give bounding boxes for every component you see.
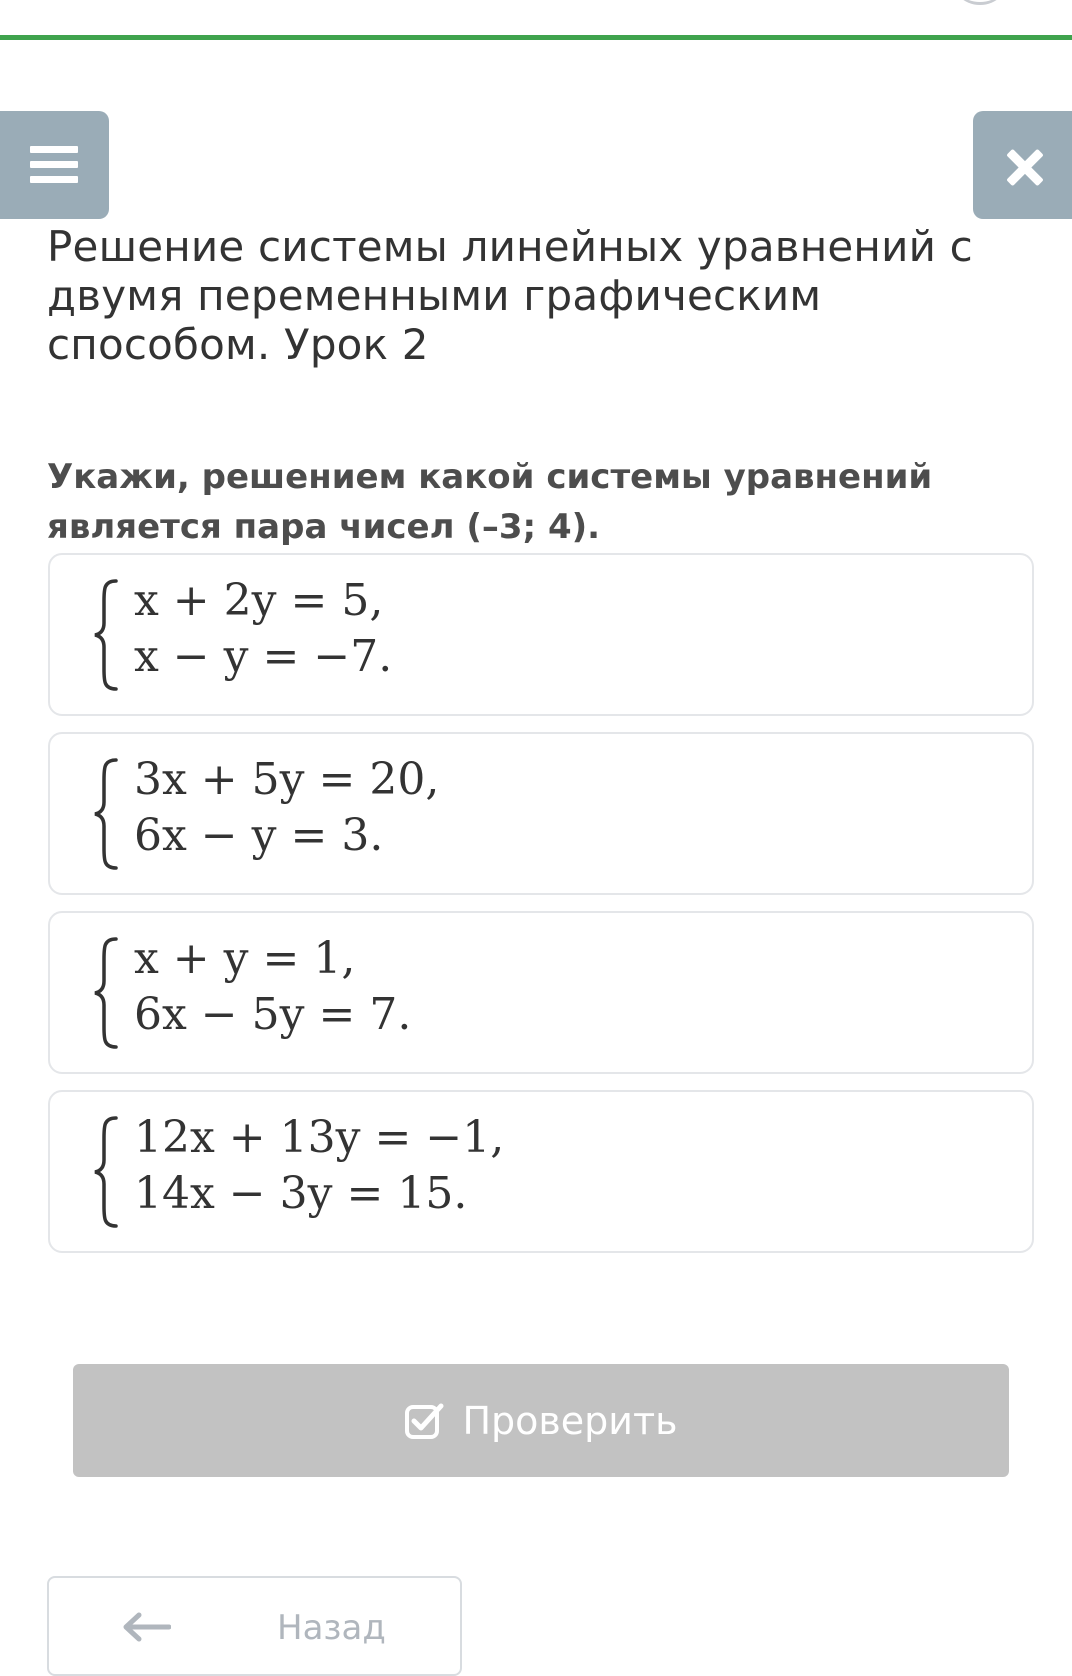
check-button[interactable] bbox=[73, 1364, 1009, 1477]
equation-2: 14x − 3y = 15. bbox=[134, 1168, 468, 1219]
progress-accent-line bbox=[0, 35, 1072, 40]
check-button-content bbox=[73, 1364, 1009, 1477]
left-brace-icon bbox=[92, 935, 122, 1051]
equation-1: x + y = 1, bbox=[134, 933, 356, 984]
close-button[interactable] bbox=[973, 111, 1072, 219]
answer-option-3[interactable] bbox=[48, 911, 1034, 1074]
answer-option-2[interactable] bbox=[48, 732, 1034, 895]
question-text: Укажи, решением какой системы уравнений является пара чисел (–3; 4). bbox=[47, 457, 933, 547]
checkbox-check-icon bbox=[404, 1401, 444, 1441]
hamburger-menu-icon bbox=[30, 146, 78, 184]
equation-1: x + 2y = 5, bbox=[134, 575, 384, 626]
left-brace-icon bbox=[92, 577, 122, 693]
left-brace-icon bbox=[92, 1114, 122, 1230]
back-button-label: Назад bbox=[277, 1608, 386, 1648]
equation-1: 3x + 5y = 20, bbox=[134, 754, 440, 805]
equation-2: 6x − 5y = 7. bbox=[134, 989, 412, 1040]
close-icon bbox=[1007, 149, 1043, 185]
avatar[interactable] bbox=[950, 0, 1010, 5]
equation-2: 6x − y = 3. bbox=[134, 810, 384, 861]
arrow-left-icon bbox=[121, 1612, 171, 1642]
top-bar bbox=[0, 0, 1072, 36]
page-title: Решение системы линейных уравнений с двумя переменными графическим способом. Урок 2 bbox=[47, 222, 973, 369]
left-brace-icon bbox=[92, 756, 122, 872]
back-button[interactable] bbox=[47, 1576, 462, 1676]
equation-2: x − y = −7. bbox=[134, 631, 393, 682]
menu-button[interactable] bbox=[0, 111, 109, 219]
answer-option-1[interactable] bbox=[48, 553, 1034, 716]
equation-1: 12x + 13y = −1, bbox=[134, 1112, 505, 1163]
check-button-label: Проверить bbox=[462, 1398, 678, 1443]
answer-option-4[interactable] bbox=[48, 1090, 1034, 1253]
